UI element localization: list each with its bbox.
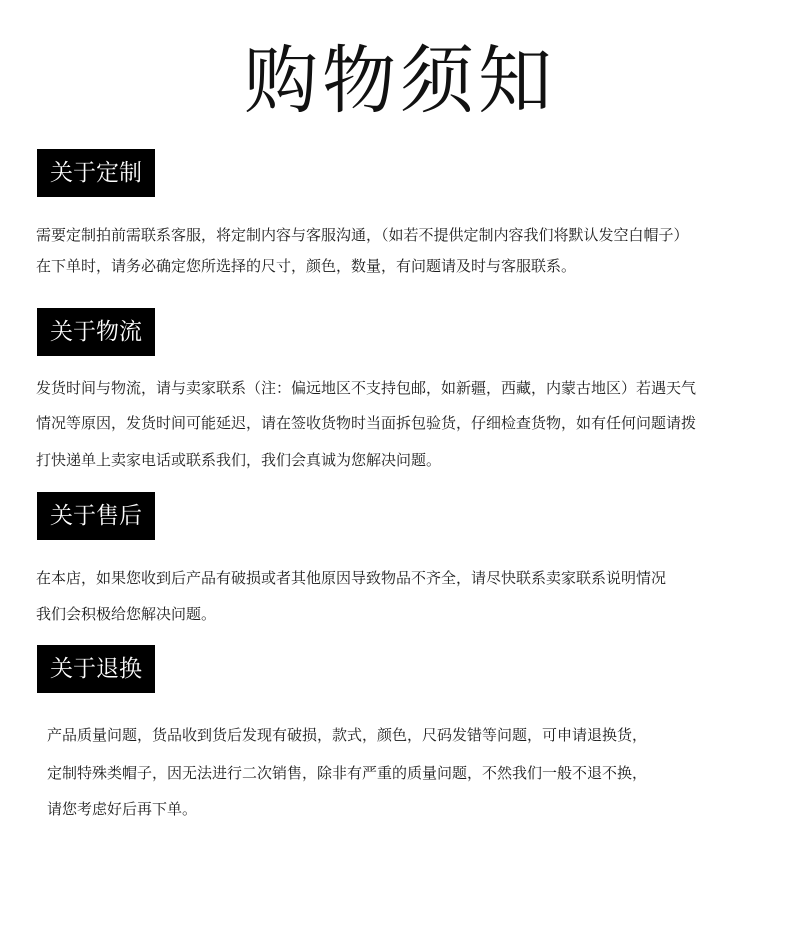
page-title: 购物须知 xyxy=(244,38,556,124)
section-heading-customization: 关于定制 xyxy=(37,149,155,197)
after-sales-line-2: 我们会积极给您解决问题。 xyxy=(36,605,217,623)
logistics-line-2: 情况等原因，发货时间可能延迟，请在签收货物时当面拆包验货，仔细检查货物，如有任何问题请拨 xyxy=(36,414,697,432)
customization-line-2: 在下单时，请务必确定您所选择的尺寸，颜色，数量，有问题请及时与客服联系。 xyxy=(36,257,577,275)
returns-line-2: 定制特殊类帽子，因无法进行二次销售，除非有严重的质量问题，不然我们一般不退不换， xyxy=(47,764,648,782)
section-heading-logistics: 关于物流 xyxy=(37,308,155,356)
after-sales-line-1: 在本店，如果您收到后产品有破损或者其他原因导致物品不齐全，请尽快联系卖家联系说明情况 xyxy=(36,569,667,587)
section-heading-returns: 关于退换 xyxy=(37,645,155,693)
customization-line-1: 需要定制拍前需联系客服，将定制内容与客服沟通，（如若不提供定制内容我们将默认发空白帽子） xyxy=(36,226,689,244)
logistics-line-1: 发货时间与物流，请与卖家联系（注：偏远地区不支持包邮，如新疆，西藏，内蒙古地区）若遇天气 xyxy=(36,379,697,397)
returns-line-1: 产品质量问题，货品收到货后发现有破损，款式，颜色，尺码发错等问题，可申请退换货， xyxy=(47,726,648,744)
returns-line-3: 请您考虑好后再下单。 xyxy=(47,800,198,818)
logistics-line-3: 打快递单上卖家电话或联系我们，我们会真诚为您解决问题。 xyxy=(36,451,442,469)
section-heading-after-sales: 关于售后 xyxy=(37,492,155,540)
